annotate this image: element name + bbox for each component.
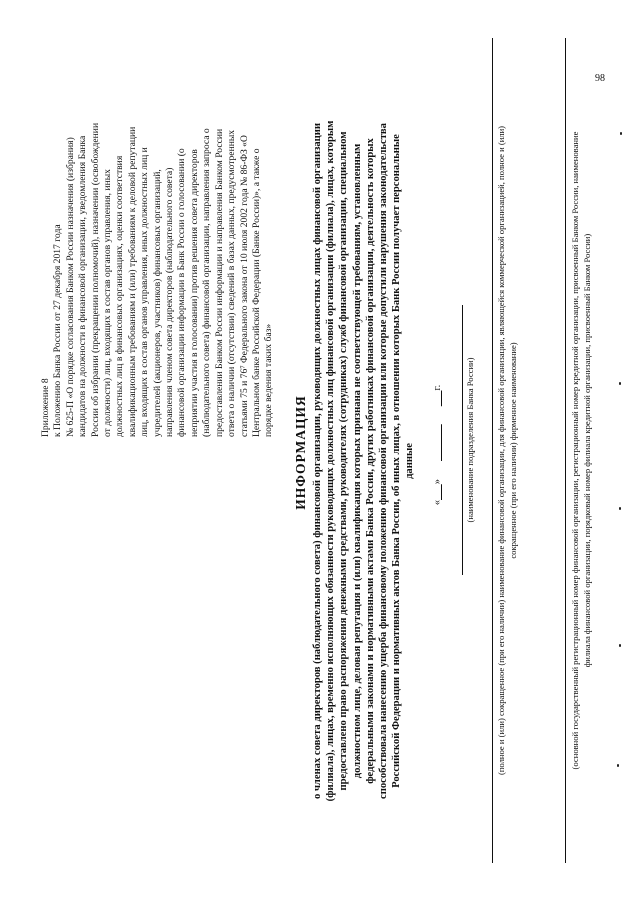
appendix-line: предоставлении Банком России информации и направления Банком России (213, 128, 225, 437)
appendix-line: Центральном банке Российской Федерации (Банке России)», а также о (250, 148, 262, 437)
appendix-line: Приложение 8 (40, 378, 51, 437)
page-number: 98 (595, 73, 605, 84)
document-title: ИНФОРМАЦИЯ (293, 395, 308, 510)
heading-line: Российской Федерации и нормативных актов Банка России, об иных лицах, в отношении которых Банк России получает персональные (391, 134, 403, 788)
scan-speck (619, 644, 621, 647)
scan-speck (619, 382, 621, 385)
appendix-line: финансовой организации информации в Банк России о голосовании (о (176, 148, 188, 437)
heading-line: данные (404, 443, 416, 479)
scan-speck (619, 507, 621, 510)
appendix-line: от должности) лиц, входящих в состав органов управления, иных (102, 169, 114, 437)
appendix-line: (наблюдательного совета) финансовой организации, направления запроса о (201, 128, 213, 437)
scan-speck (617, 764, 619, 767)
org-name-caption-2: сокращенное (при его наличии) фирменное наименование) (508, 342, 518, 559)
appendix-line: кандидатов на должности в финансовой организации, уведомления Банка (77, 135, 89, 437)
reg-number-caption-1: (основной государственный регистрационный номер финансовой организации, регистрационный номер кредитной организации, присвоенный Банком России, наименование (570, 131, 580, 770)
scan-speck (620, 132, 622, 135)
appendix-line: порядке ведения таких баз» (263, 323, 275, 437)
appendix-block (40, 32, 276, 437)
heading-line: должностном лице, деловая репутация и (или) квалификация которых признана не соответствующей требованиям, установленным (351, 143, 363, 779)
date-line (432, 345, 443, 545)
appendix-line: направления членом совета директоров (наблюдательного совета) (164, 167, 176, 437)
appendix-line: России об избрании (прекращении полномочий), назначении (освобождении (89, 122, 101, 437)
date-day-field[interactable]: « » (432, 479, 443, 506)
heading-line: способствовала нанесению ущерба финансовому положению финансовой организации или которые допустили нарушения законодательства (378, 123, 390, 799)
appendix-line: лиц, входящих в состав органов управления, иных должностных лиц и (139, 147, 151, 437)
appendix-line: статьями 75 и 76⁷ Федерального закона от 10 июля 2002 года № 86-ФЗ «О (238, 135, 250, 437)
org-name-caption-1: (полное и (или) сокращенное (при его наличии) наименование финансовой организации, для финансовой организации, являющейся коммерческой организацией, полное и (или) (496, 125, 506, 776)
division-caption: (наименование подразделения Банка России) (465, 357, 475, 523)
appendix-line: ответа о наличии (отсутствии) сведений в базах данных, предусмотренных (226, 129, 238, 437)
reg-number-caption-2: филиала финансовой организации, порядковый номер филиала кредитной организации, присвоенный Банком России) (582, 233, 592, 668)
heading-line: о членах совета директоров (наблюдательного совета) финансовой организации, руководящих должностных лицах финансовой организации (312, 123, 323, 799)
appendix-line: должностных лиц в финансовых организациях, оценки соответствия (114, 155, 126, 437)
heading-line: федеральными законами и нормативными актами Банка России, других работниках финансовой организации, деятельность которых (364, 138, 376, 784)
reg-number-rule[interactable] (565, 38, 566, 863)
heading-line: (филиала), лицах, временно исполняющих обязанности руководящих должностных лиц финансовой организации (филиала), лицах, которым (325, 120, 337, 802)
document-heading (311, 55, 417, 867)
heading-line: предоставлено право распоряжения денежными средствами, руководителях (сотрудниках) служб финансовой организации, специальном (338, 131, 350, 791)
division-rule[interactable] (462, 305, 463, 575)
org-name-rule[interactable] (492, 38, 493, 863)
appendix-line: учредителей (акционеров, участников) финансовых организаций, (151, 169, 163, 437)
appendix-line: неприятии участия в голосовании) против решения совета директоров (188, 149, 200, 437)
appendix-line: к Положению Банка России от 27 декабря 2017 года (52, 224, 64, 437)
appendix-line: квалификационным требованиям и (или) требованиям к деловой репутации (126, 126, 138, 437)
appendix-line: № 625-П «О порядке согласования Банком России назначения (избрания) (64, 137, 76, 437)
date-year-field[interactable]: г. (432, 384, 443, 391)
date-month-field[interactable] (432, 424, 443, 461)
